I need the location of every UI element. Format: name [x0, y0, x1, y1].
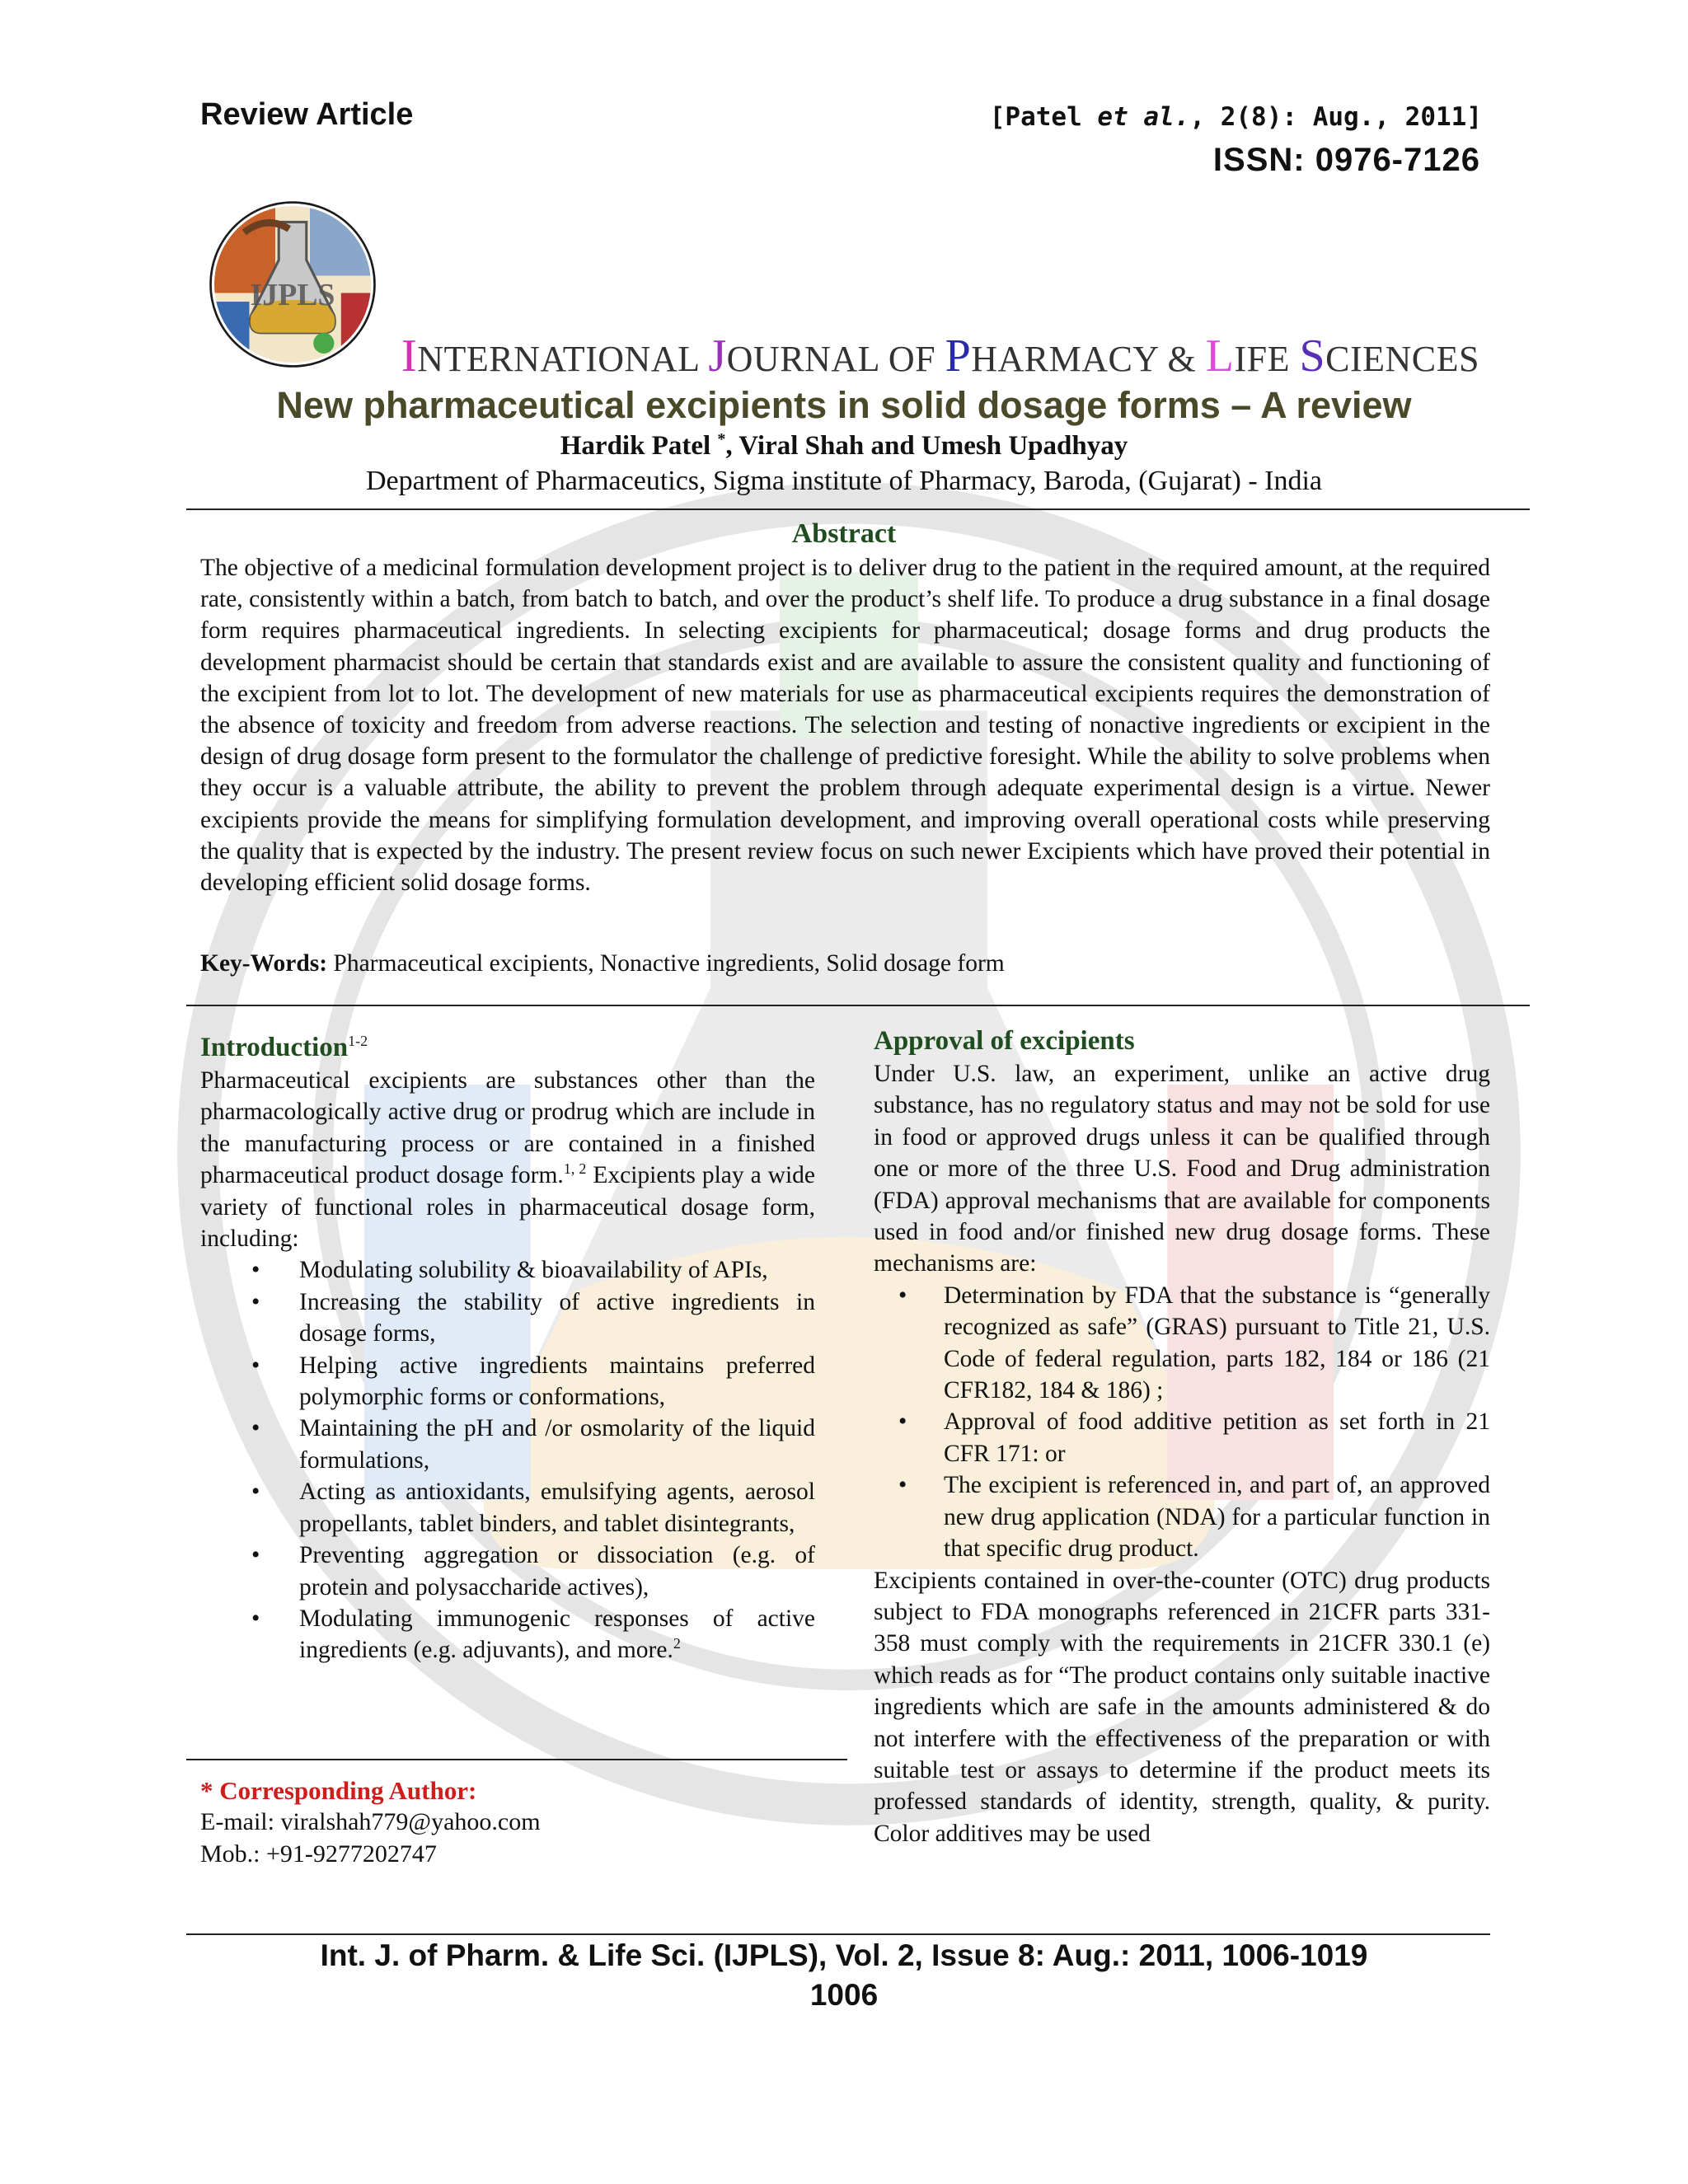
journal-logo	[206, 198, 379, 371]
list-item-text: Maintaining the pH and /or osmolarity of the liquid formulations,	[299, 1415, 815, 1474]
list-item-text: Acting as antioxidants, emulsifying agents, aerosol propellants, tablet binders, and tablet disintegrants,	[299, 1479, 815, 1537]
bullet-icon: •	[251, 1288, 260, 1315]
introduction-heading-text: Introduction	[200, 1033, 349, 1062]
list-item	[874, 1469, 1490, 1564]
bullet-icon: •	[251, 1415, 260, 1442]
header-citation	[990, 102, 1482, 132]
list-item-text: Increasing the stability of active ingredients in dosage forms,	[299, 1288, 815, 1347]
list-item	[200, 1350, 815, 1413]
paper-title: New pharmaceutical excipients in solid dosage forms – A review	[276, 384, 1412, 426]
rule-top	[186, 509, 1530, 510]
introduction-bullet-list	[200, 1254, 815, 1666]
article-type-label: Review Article	[200, 97, 414, 132]
approval-paragraph: Under U.S. law, an experiment, unlike an active drug substance, has no regulatory status and may not be sold for use in food or approved drugs unless it can be qualified through one or more of the three U.S. Food and Drug administration (FDA) approval mechanisms that are available for components used in food and/or finished new drug dosage forms. These mechanisms are:	[874, 1061, 1490, 1277]
journal-word-ournal-of: OURNAL OF	[726, 339, 945, 379]
column-right	[874, 1024, 1490, 1849]
journal-initial-l: L	[1205, 330, 1235, 382]
journal-name	[401, 330, 1479, 382]
journal-initial-p: P	[945, 330, 972, 382]
citation-prefix: [Patel	[989, 102, 1098, 132]
approval-bullet-list	[874, 1280, 1490, 1565]
corresponding-email[interactable]: E-mail: viralshah779@yahoo.com	[200, 1808, 541, 1835]
approval-heading: Approval of excipients	[874, 1026, 1135, 1056]
other-authors: , Viral Shah and Umesh Upadhyay	[725, 431, 1128, 461]
bullet-icon: •	[251, 1542, 260, 1569]
bullet-icon: •	[898, 1472, 907, 1499]
citation-suffix: , 2(8): Aug., 2011]	[1189, 102, 1482, 132]
list-item-text: Helping active ingredients maintains preferred polymorphic forms or conformations,	[299, 1352, 815, 1411]
journal-initial-s: S	[1299, 330, 1326, 382]
introduction-paragraph-ref: 1, 2	[563, 1160, 587, 1178]
journal-word-harmacy: HARMACY &	[971, 339, 1206, 379]
bullet-icon: •	[251, 1605, 260, 1632]
list-item-text: The excipient is referenced in, and part of, an approved new drug application (NDA) for a particular function in that specific drug product.	[944, 1472, 1490, 1563]
footer-citation: Int. J. of Pharm. & Life Sci. (IJPLS), Vol. 2, Issue 8: Aug.: 2011, 1006-1019	[320, 1938, 1368, 1972]
issn: ISSN: 0976-7126	[1212, 142, 1480, 178]
rule-footer	[186, 1933, 1490, 1935]
journal-word-nternational: NTERNATIONAL	[417, 339, 709, 379]
journal-word-ciences: CIENCES	[1325, 339, 1479, 379]
list-item	[200, 1254, 815, 1286]
page-number: 1006	[809, 1978, 879, 2012]
affiliation: Department of Pharmaceutics, Sigma institute of Pharmacy, Baroda, (Gujarat) - India	[365, 466, 1323, 496]
journal-initial-j: J	[708, 330, 727, 382]
list-item-text: Modulating solubility & bioavailability of APIs,	[299, 1257, 768, 1284]
approval-paragraph-2: Excipients contained in over-the-counter (OTC) drug products subject to FDA monographs referenced in 21CFR parts 331-358 must comply with the requirements in 21CFR 330.1 (e) which reads as for “The product contains only suitable inactive ingredients which are safe in the amounts administered & do not interfere with the effectiveness of the preparation or with suitable test or assays to determine if the product meets its professed standards of identity, strength, quality, & purity. Color additives may be used	[874, 1567, 1490, 1847]
list-item	[200, 1603, 815, 1666]
column-left	[200, 1024, 815, 1666]
list-item	[874, 1280, 1490, 1407]
first-author: Hardik Patel	[560, 431, 718, 461]
abstract-heading: Abstract	[791, 518, 897, 549]
list-item-text: Preventing aggregation or dissociation (e.g. of protein and polysaccharide actives),	[299, 1542, 815, 1601]
citation-etal: et al.	[1097, 102, 1190, 132]
authors	[0, 430, 1688, 462]
introduction-paragraph	[200, 1065, 815, 1254]
abstract-text: The objective of a medicinal formulation development project is to deliver drug to the patient in the required amount, at the required rate, consistently within a batch, from batch to batch, and over the product’s shelf life. To produce a drug substance in a final dosage form requires pharmaceutical ingredients. In selecting excipients for pharmaceutical; dosage forms and drug products the development pharmacist should be certain that standards exist and are available to assure the consistent quality and functioning of the excipient from lot to lot. The development of new materials for use as pharmaceutical excipients requires the demonstration of the absence of toxicity and freedom from adverse reactions. The selection and testing of nonactive ingredients or excipient in the design of drug dosage form present to the formulator the challenge of predictive foresight. While the ability to solve problems when they occur is a valuable attribute, the ability to prevent the problem through adequate experimental design is a virtue. Newer excipients provide the means for simplifying formulation development, and improving overall operational costs while preserving the quality that is expected by the industry. The present review focus on such newer Excipients which have proved their potential in developing efficient solid dosage forms.	[200, 555, 1490, 897]
bullet-icon: •	[898, 1408, 907, 1436]
list-item-text: Determination by FDA that the substance is “generally recognized as safe” (GRAS) pursuant to Title 21, U.S. Code of federal regulation, parts 182, 184 or 186 (21 CFR182, 184 & 186) ;	[944, 1282, 1490, 1404]
bullet-icon: •	[898, 1282, 907, 1309]
introduction-heading-ref: 1-2	[348, 1033, 368, 1049]
keywords	[200, 950, 1005, 977]
list-item	[200, 1476, 815, 1540]
bullet-icon: •	[251, 1479, 260, 1506]
list-item	[874, 1406, 1490, 1469]
bullet-icon: •	[251, 1257, 260, 1284]
keywords-label: Key-Words:	[200, 950, 328, 977]
list-item	[200, 1286, 815, 1350]
introduction-heading	[200, 1024, 815, 1065]
corresponding-mobile: Mob.: +91-9277202747	[200, 1840, 437, 1868]
list-item	[200, 1540, 815, 1603]
bullet-icon: •	[251, 1352, 260, 1379]
list-item-text: Modulating immunogenic responses of active ingredients (e.g. adjuvants), and more.	[299, 1605, 815, 1664]
rule-corresponding	[186, 1759, 847, 1760]
journal-initial-i: I	[401, 330, 418, 382]
rule-abstract-bottom	[186, 1005, 1530, 1006]
journal-word-ife: IFE	[1234, 339, 1300, 379]
list-item-text: Approval of food additive petition as set forth in 21 CFR 171: or	[944, 1408, 1490, 1467]
introduction-paragraph-text-2: Excipients play a wide variety of functional roles in pharmaceutical dosage form, including:	[200, 1162, 816, 1253]
corresponding-marker: *	[717, 430, 726, 448]
list-item	[200, 1413, 815, 1476]
corresponding-author-title: * Corresponding Author:	[200, 1776, 477, 1805]
introduction-paragraph-text: Pharmaceutical excipients are substances other than the pharmacologically active drug or prodrug which are include in the manufacturing process or are contained in a finished pharmaceutical product dosage form.	[200, 1067, 815, 1189]
list-item-ref: 2	[673, 1635, 681, 1652]
logo-text: IJPLS	[250, 278, 335, 313]
keywords-list: Pharmaceutical excipients, Nonactive ingredients, Solid dosage form	[327, 950, 1005, 977]
